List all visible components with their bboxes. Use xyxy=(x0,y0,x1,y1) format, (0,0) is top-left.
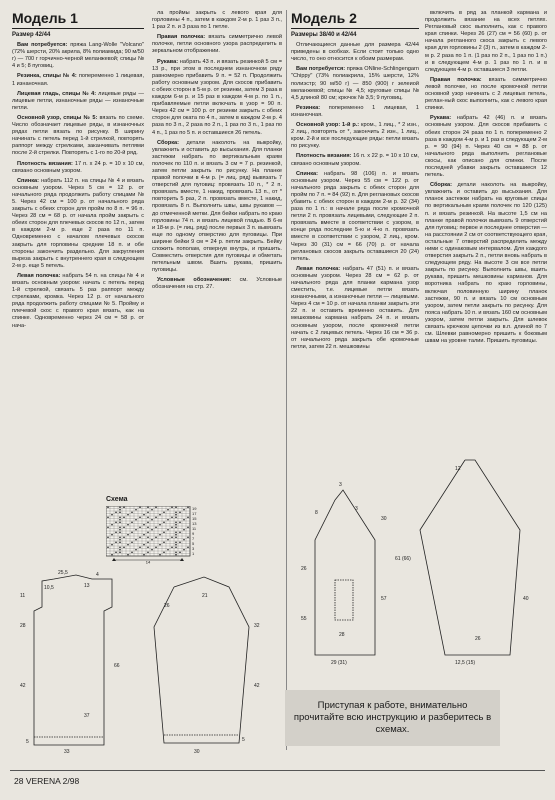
scheme-cell-mark xyxy=(171,517,173,518)
scheme-cell-mark xyxy=(143,534,145,535)
paragraph xyxy=(152,277,282,291)
scheme-cell-mark xyxy=(119,532,121,533)
scheme-cell-mark xyxy=(143,544,145,545)
scheme-cell-mark xyxy=(107,537,109,538)
model2-pattern-sketch xyxy=(295,450,545,670)
paragraph-text: ла проймы закрыть с левого края для горловины 4 п., затем в каждом 2-м р. 1 раз 3 п., 1 раз 2 п. и 3 раза по 1 петле. xyxy=(152,10,282,31)
scheme-cell-mark xyxy=(179,542,181,543)
scheme-cell-mark xyxy=(167,529,169,530)
sketch2-label-d: 26 xyxy=(301,566,307,572)
sketch2-label-f: 30 xyxy=(381,516,387,522)
scheme-cell-mark xyxy=(175,542,177,543)
sketch2-label-g: 55 xyxy=(301,616,307,622)
scheme-cell-mark xyxy=(147,512,149,513)
scheme-cell-mark xyxy=(167,519,169,520)
scheme-cell-mark xyxy=(119,509,121,510)
paragraph-label: Основной узор, спицы № 5: xyxy=(17,114,98,121)
scheme-cell-mark xyxy=(147,542,149,543)
paragraph-label: Спинка: xyxy=(17,177,40,184)
scheme-cell-mark xyxy=(187,537,189,538)
paragraph-text: детали наколоть на выкройку, увлажнить и оставить до высыхания. Для планок застежки набрать на круговые спицы по вертикальным краям полочек по 120 (125) п. и вязать резинкой. На высоте 1,5 см на планке правой полочки вывязать 9 отверстий для пуговиц: первое и последнее отверстия — на расстоянии 2 см от соответствующего края, остальные 7 отверстий распределить между ними с одинаковым интервалом. Для каждого отверстия закрыть 2 п., петли вновь набрать в следующем ряду. На высоте 3 см все петли закрыть по рисунку. Выполнить швы, вшить рукава, пришить мешковины карманов. Для воротника набрать по краю горловины, включая половинную ширину планок застежки, 90 п. и вязать 10 см основным узором, затем петли закрыть по рисунку. Для пояса набрать 10 п. и вязать 160 см основным узором, затем петли закрыть. Для шлевок связать крючком цепочки из в.п. длиной по 7 см. Шлевки равномерно пришить к боковым швам на уровне талии. Пришить пуговицы. xyxy=(425,182,547,345)
sketch1-label-p: 42 xyxy=(254,683,260,689)
scheme-cell-mark xyxy=(183,509,185,510)
sketch1-label-h: 37 xyxy=(84,713,90,719)
scheme-repeat-label: 14 xyxy=(145,559,151,564)
scheme-cell-mark xyxy=(139,507,141,508)
paragraph-label: Рукава: xyxy=(430,115,452,122)
model1-column-1 xyxy=(12,10,144,490)
scheme-cell-mark xyxy=(151,519,153,520)
scheme-cell-mark xyxy=(183,539,185,540)
paragraph xyxy=(152,59,282,137)
scheme-cell-mark xyxy=(111,524,113,525)
scheme-cell-mark xyxy=(155,537,157,538)
paragraph-text: вязать симметрично левой полочке, петли основного узора распределить в зеркальном отображении. xyxy=(152,34,282,55)
scheme-cell-mark xyxy=(171,507,173,508)
scheme-cell-mark xyxy=(127,544,129,545)
scheme-cell-mark xyxy=(171,527,173,528)
paragraph-text: 16 п. х 22 р. = 10 х 10 см, связано основным узором. xyxy=(291,153,419,167)
scheme-row-number: 19 xyxy=(192,506,197,511)
sketch2-label-b: 8 xyxy=(315,510,318,516)
scheme-cell-mark xyxy=(183,549,185,550)
scheme-cell-mark xyxy=(175,537,177,538)
paragraph xyxy=(12,42,144,70)
scheme-cell-mark xyxy=(135,539,137,540)
scheme-cell-mark xyxy=(175,522,177,523)
scheme-cell-mark xyxy=(123,517,125,518)
scheme-row-number: 7 xyxy=(192,536,195,541)
scheme-row-number: 17 xyxy=(192,511,197,516)
paragraph xyxy=(291,42,419,63)
scheme-cell-mark xyxy=(139,537,141,538)
paragraph-label: Вам потребуется: xyxy=(296,66,346,73)
paragraph xyxy=(425,182,547,345)
scheme-cell-mark xyxy=(147,527,149,528)
scheme-cell-mark xyxy=(139,517,141,518)
paragraph-text: 17 п. х 24 р. = 10 х 10 см, связано основным узором. xyxy=(12,160,144,174)
scheme-cell-mark xyxy=(115,542,117,543)
paragraph xyxy=(291,66,419,101)
scheme-cell-mark xyxy=(111,514,113,515)
scheme-cell-mark xyxy=(159,524,161,525)
sketch1-label-k: 26 xyxy=(164,603,170,609)
scheme-cell-mark xyxy=(167,539,169,540)
scheme-cell-mark xyxy=(151,509,153,510)
scheme-cell-mark xyxy=(127,554,129,555)
scheme-cell-mark xyxy=(183,529,185,530)
sketch2-label-e: 57 xyxy=(381,596,387,602)
scheme-cell-mark xyxy=(131,552,133,553)
scheme-cell-mark xyxy=(163,542,165,543)
sketch2-label-a: 3 xyxy=(339,482,342,488)
scheme-cell-mark xyxy=(163,522,165,523)
sketch2-label-m: 26 xyxy=(475,636,481,642)
scheme-row-number: 13 xyxy=(192,521,197,526)
paragraph-text: набрать 54 п. на спицы № 4 и вязать основным узором: начать с петель перед 1-й стрелкой, связать 5 раз раппорт между стрелками, кромка. Через 12 р. от начального ряда продолжить работу спицами № 5. Пройму и плечевой скос с правого края вязать, как на спинке. Одновременно через 24 см = 58 р. от нача- xyxy=(12,272,144,329)
paragraph-text: лицевые ряды — лицевые петли, изнаночные ряды — изнаночные петли. xyxy=(12,90,144,111)
sketch2-label-h: 61 (66) xyxy=(395,556,411,562)
paragraph-label: Условные обозначения: xyxy=(157,277,232,284)
scheme-cell-mark xyxy=(155,547,157,548)
sketch1-label-c: 13 xyxy=(84,583,90,589)
paragraph-label: Левая полочка: xyxy=(296,265,341,272)
paragraph-text: см. Условные обозначения на стр. 27. xyxy=(152,277,282,291)
scheme-row-number: 1 xyxy=(192,551,195,556)
scheme-cell-mark xyxy=(151,529,153,530)
paragraph xyxy=(291,153,419,167)
scheme-cell-mark xyxy=(119,507,121,508)
sketch1-label-n: 32 xyxy=(254,623,260,629)
scheme-cell-mark xyxy=(147,552,149,553)
scheme-cell-mark xyxy=(175,512,177,513)
scheme-cell-mark xyxy=(147,517,149,518)
paragraph-text: Отличающиеся данные для размера 42/44 приведены в скобках. Если стоит только одно число, то оно относится к обоим размерам. xyxy=(291,42,419,63)
scheme-cell-mark xyxy=(139,527,141,528)
scheme-cell-mark xyxy=(147,547,149,548)
scheme-cell-mark xyxy=(187,517,189,518)
instruction-note xyxy=(285,690,500,746)
scheme-cell-mark xyxy=(159,544,161,545)
scheme-cell-mark xyxy=(163,532,165,533)
paragraph xyxy=(425,10,547,74)
scheme-cell-mark xyxy=(187,507,189,508)
scheme-cell-mark xyxy=(179,552,181,553)
paragraph xyxy=(12,91,144,112)
scheme-cell-mark xyxy=(119,527,121,528)
scheme-cell-mark xyxy=(147,507,149,508)
paragraph-text: набрать 42 (46) п. и вязать основным узором. Для скосов прибавить с обеих сторон 24 раза по 1 п. попеременно 2 раза в каждом 4-м р. и 1 раз в следующем 2-м р. = 90 (94) п. Через 40 см = 88 р. от начального ряда выполнить реглановые скосы, как описано для спинки. После последней убавки закрыть оставшиеся 12 петель. xyxy=(425,115,547,179)
scheme-cell-mark xyxy=(115,522,117,523)
scheme-cell-mark xyxy=(175,527,177,528)
scheme-cell-mark xyxy=(175,514,177,515)
scheme-cell-mark xyxy=(159,534,161,535)
paragraph-label: Резинка: xyxy=(296,104,321,111)
scheme-cell-mark xyxy=(123,547,125,548)
scheme-cell-mark xyxy=(163,512,165,513)
model1-text-c2 xyxy=(152,10,282,292)
paragraph-text: набрать 47 (51) п. и вязать основным узором. Через 28 см = 62 р. от начального ряда для планки кармана узор сместить, т.е. лицевые петли вязать изнаночными, а изнаночные петли — лицевыми. Через 4 см = 10 р. от начала планки закрыть эти 22 п. и оставить временно оставить. Для мешковины кармана набрать 24 п. и вязать основным узором, после кромочной петли начать с 2 лицевых петель. Через 16 см = 36 р. от начального ряда закрыть обе кромочные петли, затем 22 п. мешковины xyxy=(291,265,419,350)
scheme-cell-mark xyxy=(159,554,161,555)
sketch1-label-i: 42 xyxy=(20,683,26,689)
sketch2-label-i: 28 xyxy=(339,632,345,638)
scheme-row-number: 11 xyxy=(192,526,197,531)
paragraph xyxy=(291,266,419,351)
scheme-cell-mark xyxy=(107,527,109,528)
paragraph xyxy=(152,34,282,55)
scheme-cell-mark xyxy=(119,547,121,548)
scheme-cell-mark xyxy=(147,537,149,538)
scheme-cell-mark xyxy=(151,539,153,540)
scheme-cell-mark xyxy=(147,532,149,533)
paragraph xyxy=(291,122,419,150)
model2-text-c3 xyxy=(291,42,419,351)
scheme-cell-mark xyxy=(119,537,121,538)
scheme-cell-mark xyxy=(171,547,173,548)
sketch1-label-g: 28 xyxy=(20,623,26,629)
scheme-cell-mark xyxy=(187,547,189,548)
paragraph-label: Плотность вязания: xyxy=(296,153,352,160)
scheme-cell-mark xyxy=(175,532,177,533)
scheme-cell-mark xyxy=(119,529,121,530)
sketch1-label-f: 11 xyxy=(20,593,26,599)
paragraph-text: кром., 1 лиц., * 2 изн., 2 лиц., повторять от *, закончить 2 изн., 1 лиц., кром. 2-й и все последующие ряды: петли вязать по рисунку. xyxy=(291,122,419,150)
scheme-cell-mark xyxy=(179,522,181,523)
scheme-cell-mark xyxy=(163,552,165,553)
scheme-cell-mark xyxy=(111,534,113,535)
scheme-cell-mark xyxy=(131,532,133,533)
scheme-cell-mark xyxy=(119,539,121,540)
paragraph-text: пряжа Lang-Wolle "Volcano" (72% шерсти, 20% акрила, 8% полиамида; 90 м/50 г) — 700 г горчично-черной меланжевой; спицы № 4 и 5; 8 пуговиц. xyxy=(12,42,144,70)
scheme-cell-mark xyxy=(107,517,109,518)
paragraph xyxy=(152,10,282,31)
model1-text-c1 xyxy=(12,42,144,330)
scheme-cell-mark xyxy=(155,517,157,518)
sketch1-label-d: 10,5 xyxy=(44,585,54,591)
sketch1-label-b: 4 xyxy=(96,572,99,578)
paragraph-text: детали наколоть на выкройку, увлажнить и оставить до высыхания. Для планки застежки набрать по вертикальным краям полочек по 110 п. и вязать 3 см = 7 р. резинкой, затем петли закрыть по рисунку. На планке правой полочки в 4-м р. (= лиц. ряд) вывязать 7 отверстий для пуговиц: провязать 10 п., * 2 п. провязать вместе, 1 накид, провязать 13 п., от * повторить 5 раз, 2 п. провязать вместе, 1 накид, провязать 8 п. Выполнить швы, швы рукавов — до отмеченной метки. Для бейки набрать по краю горловины 74 п. и вязать лицевой гладью. В 6-м и 18-м р. (= лиц. ряд) после первых 3 п. вывязать еще по одному отверстию для пуговицы. При ширине бейки 9 см = 24 р. петли закрыть. Бейку сложить пополам, отвернув внутрь, и пришить. Совместить отверстия для пуговицы и обметать петельным швом. Вшить рукава, пришить пуговицы. xyxy=(152,139,282,274)
paragraph xyxy=(425,115,547,179)
scheme-cell-mark xyxy=(119,512,121,513)
model1-column-2 xyxy=(152,10,282,450)
paragraph-label: Лицевая гладь, спицы № 4: xyxy=(17,90,97,97)
scheme-cell-mark xyxy=(155,507,157,508)
scheme-row-number: 5 xyxy=(192,541,195,546)
knitting-scheme-chart xyxy=(106,506,206,564)
scheme-cell-mark xyxy=(175,507,177,508)
instruction-note-text: Приступая к работе, внимательно прочитайте всю инструкцию и разберитесь в схемах. xyxy=(293,700,492,735)
model1-title: Модель 1 xyxy=(12,10,144,29)
scheme-cell-mark xyxy=(171,537,173,538)
paragraph xyxy=(291,171,419,263)
scheme-cell-mark xyxy=(135,509,137,510)
scheme-cell-mark xyxy=(147,522,149,523)
scheme-cell-mark xyxy=(175,554,177,555)
paragraph-label: Основной узор: 1-й р.: xyxy=(296,122,360,129)
scheme-cell-mark xyxy=(167,549,169,550)
scheme-cell-mark xyxy=(131,542,133,543)
scheme-cell-mark xyxy=(111,544,113,545)
scheme-cell-mark xyxy=(107,547,109,548)
scheme-cell-mark xyxy=(107,507,109,508)
scheme-row-number: 3 xyxy=(192,546,195,551)
scheme-cell-mark xyxy=(123,527,125,528)
scheme-cell-mark xyxy=(139,547,141,548)
paragraph-text: пряжа ONline-Schlingengarn "Chippy" (73% полиакрила, 15% шерсти, 12% полиэстр; 90 м/50 г) — 850 (900) г зелеиой меланжевой; спицы № 4,5; круговые спицы № 4,5 длиной 80 см; крючок № 3,5; 9 пуговиц. xyxy=(291,66,419,101)
model2-text-c4 xyxy=(425,10,547,345)
scheme-cell-mark xyxy=(135,529,137,530)
paragraph-label: Резинка, спицы № 4: xyxy=(17,73,77,80)
paragraph-label: Вам потребуется: xyxy=(17,42,68,49)
paragraph-label: Правая полочка: xyxy=(430,76,482,83)
scheme-cell-mark xyxy=(167,509,169,510)
scheme-cell-mark xyxy=(115,512,117,513)
paragraph-text: вязать симметрично левой полочке, но после кромочной петли основной узор начинать с 2 лицевых петель, реглан-ный скос выполнить, как с левого края спинки. xyxy=(425,76,547,112)
scheme-cell-mark xyxy=(175,547,177,548)
scheme-cell-mark xyxy=(111,554,113,555)
scheme-cell-mark xyxy=(175,524,177,525)
scheme-cell-mark xyxy=(119,522,121,523)
scheme-cell-mark xyxy=(119,517,121,518)
model1-size: Размер 42/44 xyxy=(12,32,51,38)
page-footer: 28 VERENA 2/98 xyxy=(14,776,80,786)
scheme-cell-mark xyxy=(123,507,125,508)
paragraph-label: Левая полочка: xyxy=(17,272,61,279)
paragraph xyxy=(152,140,282,275)
paragraph-text: набрать 112 п. на спицы № 4 и вязать основным узором. Через 5 см = 12 р. от начального ряда продолжить работу спицами № 5. Через 42 см = 100 р. от начального ряда закрыть с обеих сторон для пройм по 8 п. = 96 п. Через 28 см = 68 р. от начала пройм закрыть с обеих сторон для плечевых скосов по 12 п., затем в каждом 2-м р. еще 2 раза по 11 п. Одновременно с началом плечевых скосов закрыть для горловины средние 18 п. и обе стороны закончить раздельно. Для закругления выреза закрыть с внутреннего края в следующем 2-м р. еще 5 петель. xyxy=(12,177,144,269)
scheme-cell-mark xyxy=(115,552,117,553)
scheme-cell-mark xyxy=(175,517,177,518)
scheme-cell-mark xyxy=(143,554,145,555)
sketch1-label-o: 5 xyxy=(242,737,245,743)
paragraph xyxy=(291,105,419,119)
scheme-cell-mark xyxy=(135,519,137,520)
scheme-cell-mark xyxy=(183,519,185,520)
sketch2-label-c: 3 xyxy=(355,506,358,512)
paragraph-text: включить в ряд за планкой кармана и продолжить вязание на всех петлях. Реглановый скос выполнить, как с правого края спинки. Через 26 (27) см = 56 (60) р. от начала регланного скоса закрыть с левого края для горловины 2 (3) п., затем в каждом 2-м р. 2 раза по 1 п. (1 раз по 2 п., 1 раз по 1 п.) и в следующем 4-м р. 1 раз по 1 п. и в следующем 4-м р. оставшиеся 3 петли. xyxy=(425,10,547,73)
scheme-cell-mark xyxy=(127,524,129,525)
paragraph xyxy=(12,73,144,87)
paragraph-text: набрать 98 (106) п. и вязать основным узором. Через 55 см = 122 р. от начального ряда закрыть с обеих сторон для пройм по 7 п. = 84 (92) п. Для реглановых скосов убавить с обеих сторон в каждом 2-м р. 32 (34) раза по 1 п.: в начале ряда после кромочной петли 2 п. провязать лицевыми, следующие 2 п. провязать вместе в соответствии с узором, в конце ряда последние 5-ю и 4-ю п. провязать вместе в соответствии с узором, 2 лиц., кром. Через 30 (31) см = 66 (70) р. от начала реглановых скосов закрыть оставшиеся 20 (24) петель. xyxy=(291,170,419,262)
scheme-cell-mark xyxy=(119,552,121,553)
footer-rule xyxy=(10,770,545,771)
scheme-title: Схема xyxy=(106,496,128,503)
scheme-cell-mark xyxy=(175,534,177,535)
sketch1-label-l: 33 xyxy=(64,749,70,755)
paragraph-label: Сборка: xyxy=(430,182,453,189)
scheme-cell-mark xyxy=(143,524,145,525)
paragraph-label: Правая полочка: xyxy=(157,34,206,41)
scheme-cell-mark xyxy=(155,527,157,528)
paragraph xyxy=(12,273,144,330)
paragraph-label: Рукава: xyxy=(157,58,179,65)
scheme-cell-mark xyxy=(151,549,153,550)
sketch1-label-a: 25,5 xyxy=(58,570,68,576)
paragraph-text: вязать по схеме. Число обозначает лицевые ряды, в изнаночных рядах петли вязать по рисунку. В ширину начинать с петель перед 1-й стрелкой, повторять раппорт между стрелками, заканчивать петлями после 2-й стрелки. Повторять с 1-го по 20-й ряд. xyxy=(12,114,144,157)
model1-pattern-sketch xyxy=(14,567,279,757)
sketch2-label-l: 12 xyxy=(455,466,461,472)
sketch2-label-n: 12,5 (15) xyxy=(455,660,476,666)
paragraph xyxy=(12,115,144,158)
paragraph xyxy=(425,77,547,112)
scheme-row-number: 9 xyxy=(192,531,195,536)
scheme-cell-mark xyxy=(127,514,129,515)
paragraph xyxy=(12,161,144,175)
sketch2-label-j: 40 xyxy=(523,596,529,602)
scheme-cell-mark xyxy=(135,549,137,550)
sketch2-label-k: 29 (31) xyxy=(331,660,347,666)
scheme-cell-mark xyxy=(143,514,145,515)
model2-size: Размеры 38/40 и 42/44 xyxy=(291,32,357,38)
scheme-cell-mark xyxy=(127,534,129,535)
scheme-cell-mark xyxy=(131,522,133,523)
scheme-cell-mark xyxy=(131,512,133,513)
paragraph xyxy=(12,178,144,270)
paragraph-text: попеременно 1 лицевая, 1 изнаночная. xyxy=(12,73,144,87)
sketch1-label-m: 21 xyxy=(202,593,208,599)
scheme-cell-mark xyxy=(175,544,177,545)
scheme-cell-mark xyxy=(123,537,125,538)
model2-title: Модель 2 xyxy=(291,10,419,29)
scheme-row-number: 15 xyxy=(192,516,197,521)
column-divider xyxy=(286,10,287,750)
paragraph-label: Сборка: xyxy=(157,139,180,146)
paragraph-text: набрать 43 п. и вязать резинкой 5 см = 13 р., при этом в последнем изнаночном ряду равномерно прибавить 9 п. = 52 п. Продолжить работу основным узором. Для скосов прибавить с обеих сторон в 5-м р. от резинки, затем 3 раза в каждом 6-м р. и 15 раз в каждом 4-м р. по 1 п., прибавляемые петли включать в узор = 90 п. Через 42 см = 100 р. от резинки закрыть с обеих сторон для оката по 4 п., затем в каждом 2-м р. 4 раза по 3 п., 2 раза по 2 п., 1 раз по 3 п., 1 раз по 4 п., 1 раз по 5 п. и оставшиеся 26 петель. xyxy=(152,58,282,136)
scheme-cell-mark xyxy=(115,532,117,533)
scheme-cell-mark xyxy=(179,532,181,533)
scheme-cell-mark xyxy=(187,527,189,528)
sketch1-label-e: 66 xyxy=(114,663,120,669)
sketch1-label-j: 5 xyxy=(26,739,29,745)
scheme-cell-mark xyxy=(159,514,161,515)
scheme-cell-mark xyxy=(175,552,177,553)
scheme-cell-mark xyxy=(119,542,121,543)
scheme-cell-mark xyxy=(119,519,121,520)
paragraph-text: попеременно 1 лицевая, 1 изнаночная. xyxy=(291,104,419,118)
paragraph-label: Спинка: xyxy=(296,170,319,177)
paragraph-label: Плотность вязания: xyxy=(17,160,73,167)
scheme-cell-mark xyxy=(179,512,181,513)
sketch1-label-q: 30 xyxy=(194,749,200,755)
scheme-cell-mark xyxy=(119,549,121,550)
